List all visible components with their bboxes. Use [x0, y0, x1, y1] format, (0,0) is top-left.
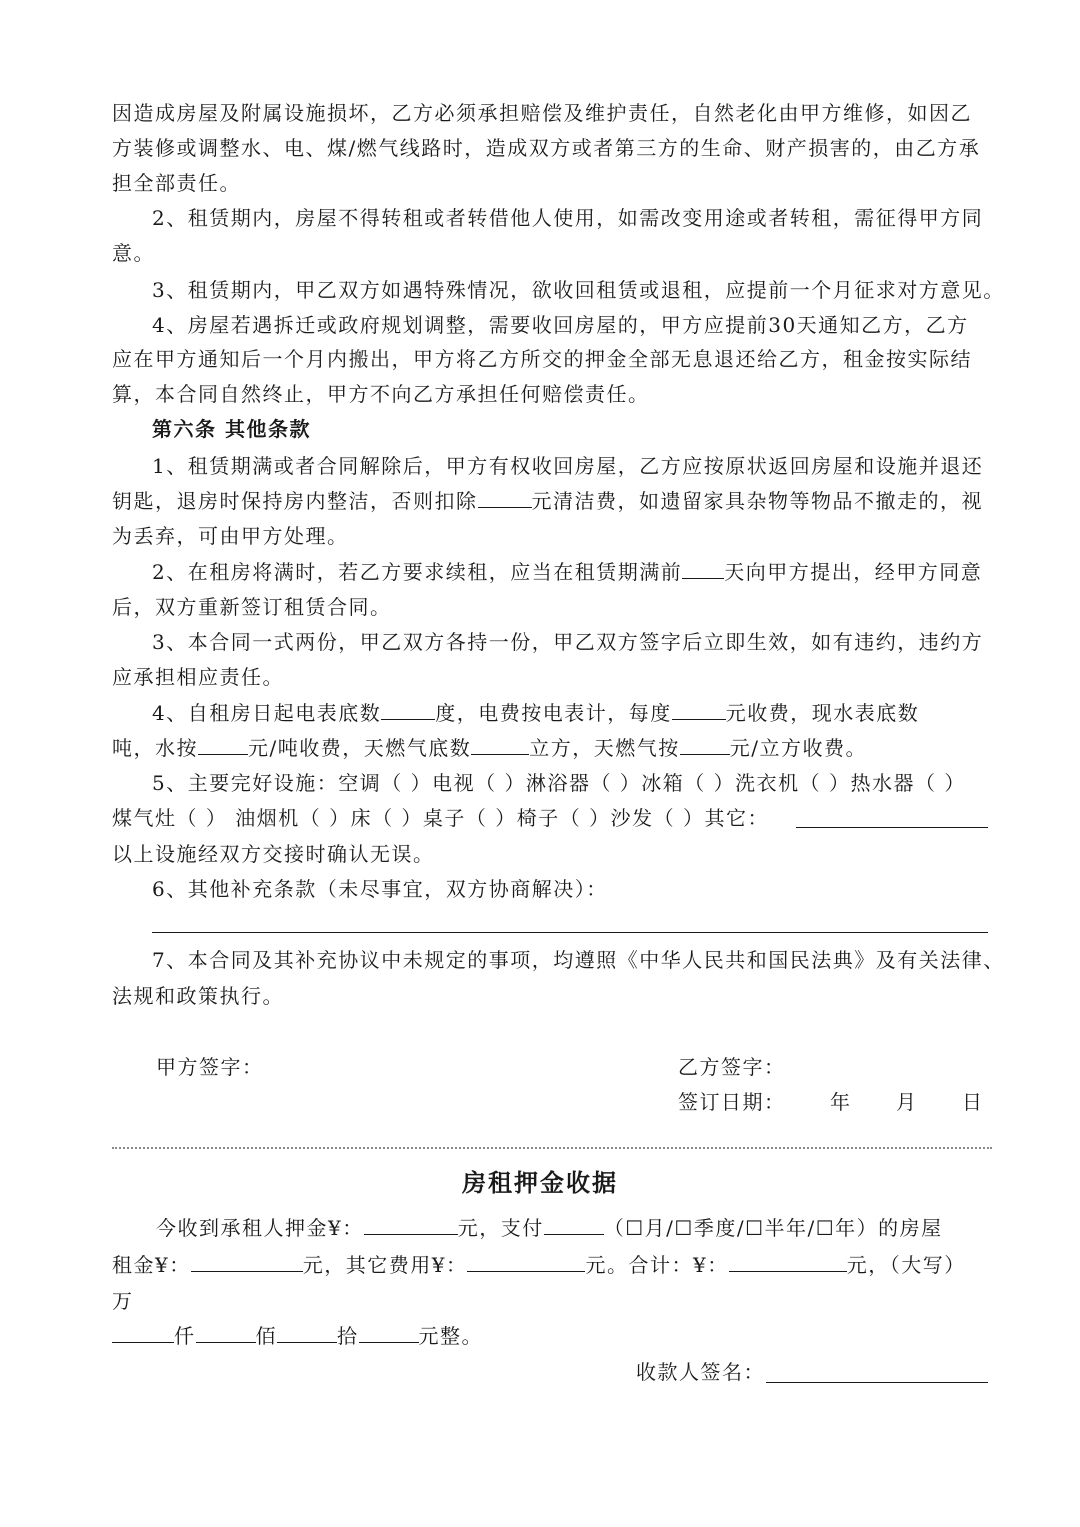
water-rate-blank[interactable] — [198, 734, 248, 755]
supplementary-terms-line[interactable] — [152, 932, 988, 933]
receipt-line-2: 租金¥： 元，其它费用¥： 元。合计：¥： 元，（大写） — [112, 1253, 966, 1277]
electric-rate-blank[interactable] — [672, 699, 726, 720]
thousands-blank[interactable] — [112, 1322, 174, 1343]
article-6-item-1: 1、租赁期满或者合同解除后，甲方有权收回房屋，乙方应按原状返回房屋和设施并退还 — [152, 454, 984, 478]
clause-5-item-2-cont: 意。 — [112, 241, 155, 265]
receipt-title: 房租押金收据 — [462, 1168, 618, 1197]
receipt-amount-in-words: 仟 佰 拾 元整。 — [112, 1322, 992, 1350]
sign-date-day: 日 — [962, 1090, 984, 1114]
payment-period-blank[interactable] — [544, 1214, 604, 1235]
article-6-item-3: 3、本合同一式两份，甲乙双方各持一份，甲乙双方签字后立即生效，如有违约，违约方 — [152, 630, 984, 654]
sign-date-label: 签订日期： — [678, 1090, 786, 1114]
clause-5-item-4-cont: 应在甲方通知后一个月内搬出，甲方将乙方所交的押金全部无息退还给乙方，租金按实际结 — [112, 347, 972, 371]
article-6-item-4-cont: 吨，水按 元/吨收费，天燃气底数 立方，天燃气按 元/立方收费。 — [112, 736, 867, 760]
clause-5-text-line: 因造成房屋及附属设施损坏，乙方必须承担赔偿及维护责任，自然老化由甲方维修，如因乙 — [112, 101, 972, 125]
renewal-days-blank[interactable] — [682, 558, 724, 579]
cut-line-divider — [112, 1147, 992, 1149]
article-6-item-1-cont: 为丢弃，可由甲方处理。 — [112, 524, 349, 548]
sign-date-month: 月 — [896, 1090, 918, 1114]
article-6-item-1-cont: 钥匙，退房时保持房内整洁，否则扣除 元清洁费，如遗留家具杂物等物品不撤走的，视 — [112, 489, 983, 513]
gas-meter-blank[interactable] — [471, 734, 529, 755]
article-6-item-3-cont: 应承担相应责任。 — [112, 665, 284, 689]
receipt-line-1: 今收到承租人押金¥： 元，支付 （☐月/☐季度/☐半年/☐年）的房屋 — [156, 1216, 943, 1240]
rent-amount-blank[interactable] — [191, 1251, 303, 1272]
electric-meter-blank[interactable] — [381, 699, 435, 720]
cleaning-fee-blank[interactable] — [478, 487, 532, 508]
clause-5-item-3: 3、租赁期内，甲乙双方如遇特殊情况，欲收回租赁或退租，应提前一个月征求对方意见。 — [152, 278, 1005, 302]
article-6-item-7: 7、本合同及其补充协议中未规定的事项，均遵照《中华人民共和国民法典》及有关法律、 — [152, 948, 1005, 972]
other-facilities-blank[interactable] — [796, 827, 988, 828]
clause-5-item-4-cont: 算，本合同自然终止，甲方不向乙方承担任何赔偿责任。 — [112, 382, 650, 406]
other-fees-blank[interactable] — [467, 1251, 585, 1272]
payee-signature-line[interactable] — [766, 1382, 988, 1383]
clause-5-item-4: 4、房屋若遇拆迁或政府规划调整，需要收回房屋的，甲方应提前30天通知乙方，乙方 — [152, 313, 969, 337]
article-6-item-5: 5、主要完好设施：空调（ ）电视（ ）淋浴器（ ）冰箱（ ）洗衣机（ ）热水器（ ） — [152, 771, 966, 795]
deposit-amount-blank[interactable] — [364, 1214, 458, 1235]
article-6-heading: 第六条 其他条款 — [152, 417, 311, 441]
clause-5-item-2: 2、租赁期内，房屋不得转租或者转借他人使用，如需改变用途或者转租，需征得甲方同 — [152, 206, 984, 230]
receipt-line-3: 万 — [112, 1289, 134, 1313]
article-6-item-5-cont: 以上设施经双方交接时确认无误。 — [112, 842, 435, 866]
total-amount-blank[interactable] — [729, 1251, 847, 1272]
sign-date-year: 年 — [830, 1090, 852, 1114]
clause-5-text-line: 方装修或调整水、电、煤/燃气线路时，造成双方或者第三方的生命、财产损害的，由乙方承 — [112, 136, 981, 160]
clause-5-text-line: 担全部责任。 — [112, 171, 241, 195]
party-b-signature-label: 乙方签字： — [678, 1055, 786, 1079]
gas-rate-blank[interactable] — [680, 734, 730, 755]
article-6-item-2-cont: 后，双方重新签订租赁合同。 — [112, 595, 392, 619]
article-6-item-6: 6、其他补充条款（未尽事宜，双方协商解决）： — [152, 877, 608, 901]
hundreds-blank[interactable] — [196, 1322, 256, 1343]
party-a-signature-label: 甲方签字： — [156, 1055, 264, 1079]
article-6-item-7-cont: 法规和政策执行。 — [112, 984, 284, 1008]
units-blank[interactable] — [359, 1322, 419, 1343]
tens-blank[interactable] — [277, 1322, 337, 1343]
article-6-item-5-cont: 煤气灶（ ） 油烟机（ ）床（ ）桌子（ ）椅子（ ）沙发（ ）其它： — [112, 806, 770, 830]
article-6-item-2: 2、在租房将满时，若乙方要求续租，应当在租赁期满前 天向甲方提出，经甲方同意 — [152, 560, 983, 584]
article-6-item-4: 4、自租房日起电表底数 度，电费按电表计，每度 元收费，现水表底数 — [152, 701, 920, 725]
payee-signature-label: 收款人签名： — [636, 1360, 765, 1384]
